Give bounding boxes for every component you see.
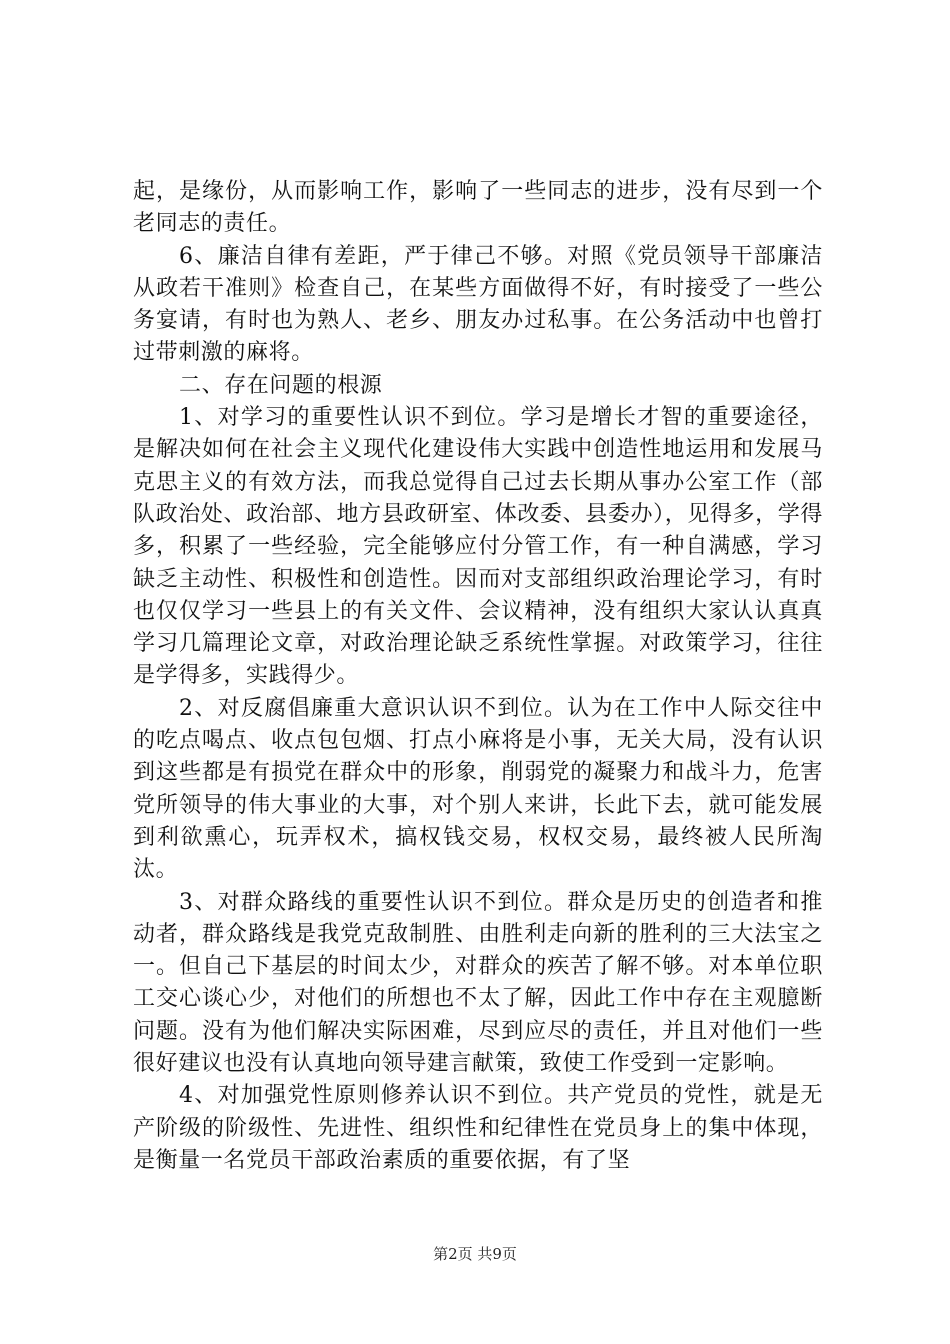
page-footer: 第2页 共9页: [433, 1245, 517, 1263]
paragraph: 6、廉洁自律有差距，严于律己不够。对照《党员领导干部廉洁从政若干准则》检查自己，在某些方面做得不好，有时接受了一些公务宴请，有时也为熟人、老乡、朋友办过私事。在公务活动中也曾打过带刺激的麻将。: [133, 243, 823, 366]
paragraph: 3、对群众路线的重要性认识不到位。群众是历史的创造者和推动者，群众路线是我党克敌制胜、由胜利走向新的胜利的三大法宝之一。但自己下基层的时间太少，对群众的疾苦了解不够。对本单位职工交心谈心少，对他们的所想也不太了解，因此工作中存在主观臆断问题。没有为他们解决实际困难，尽到应尽的责任，并且对他们一些很好建议也没有认真地向领导建言献策，致使工作受到一定影响。: [133, 889, 823, 1077]
paragraph: 起，是缘份，从而影响工作，影响了一些同志的进步，没有尽到一个老同志的责任。: [133, 179, 823, 237]
paragraph: 1、对学习的重要性认识不到位。学习是增长才智的重要途径，是解决如何在社会主义现代化建设伟大实践中创造性地运用和发展马克思主义的有效方法，而我总觉得自己过去长期从事办公室工作（部队政治处、政治部、地方县政研室、体改委、县委办），见得多，学得多，积累了一些经验，完全能够应付分管工作，有一种自满感，学习缺乏主动性、积极性和创造性。因而对支部组织政治理论学习，有时也仅仅学习一些县上的有关文件、会议精神，没有组织大家认认真真学习几篇理论文章，对政治理论缺乏系统性掌握。对政策学习，往往是学得多，实践得少。: [133, 405, 823, 689]
paragraph: 2、对反腐倡廉重大意识认识不到位。认为在工作中人际交往中的吃点喝点、收点包包烟、打点小麻将是小事，无关大局，没有认识到这些都是有损党在群众中的形象，削弱党的凝聚力和战斗力，危害党所领导的伟大事业的大事，对个别人来讲，长此下去，就可能发展到利欲熏心，玩弄权术，搞权钱交易，权权交易，最终被人民所淘汰。: [133, 695, 823, 883]
document-body: [133, 176, 823, 1177]
paragraph: 4、对加强党性原则修养认识不到位。共产党员的党性，就是无产阶级的阶级性、先进性、组织性和纪律性在党员身上的集中体现，是衡量一名党员干部政治素质的重要依据，有了坚: [133, 1083, 823, 1173]
section-heading: 二、存在问题的根源: [179, 372, 383, 398]
